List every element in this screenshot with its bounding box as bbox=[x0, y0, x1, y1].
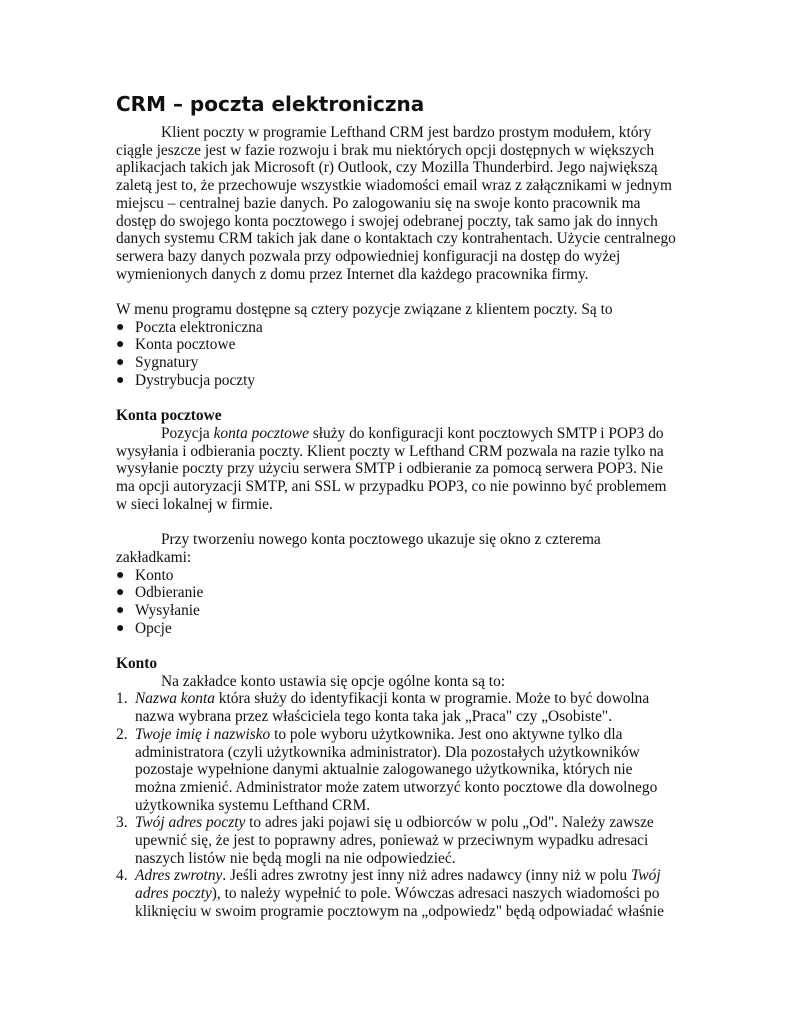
document-body bbox=[116, 124, 676, 921]
list-item: 4. Adres zwrotny. Jeśli adres zwrotny jest inny niż adres nadawcy (inny niż w polu Twój adres poczty), to należy wypełnić to pole. Wówczas adresaci naszych wiadomości po kliknięciu w swoim programie pocztowym na „odpowiedz" będą odpowiadać właśnie bbox=[116, 867, 664, 920]
list-item: 1. Nazwa konta która służy do identyfikacji konta w programie. Może to być dowolna nazwa wybrana przez właściciela tego konta taka jak „Praca" czy „Osobiste". bbox=[116, 690, 650, 726]
menu-list bbox=[116, 319, 676, 390]
konto-options-list bbox=[116, 690, 676, 920]
list-item: ● Opcje bbox=[116, 620, 676, 638]
list-item: ● Dystrybucja poczty bbox=[116, 372, 676, 390]
page-title: CRM – poczta elektroniczna bbox=[116, 92, 425, 116]
list-item: ● Poczta elektroniczna bbox=[116, 319, 676, 337]
list-item: ● Wysyłanie bbox=[116, 602, 676, 620]
tabs-list bbox=[116, 567, 676, 638]
konto-intro: Na zakładce konto ustawia się opcje ogólne konta są to: bbox=[161, 672, 506, 690]
list-item: 3. Twój adres poczty to adres jaki pojawi się u odbiorców w polu „Od". Należy zawsze upewnić się, że jest to poprawny adres, ponieważ w przeciwnym wypadku adresaci naszych listów nie będą mogli na nie odpowiedzieć. bbox=[116, 814, 654, 867]
list-item: ● Konto bbox=[116, 567, 676, 585]
tabs-intro: Przy tworzeniu nowego konta pocztowego ukazuje się okno z czterema zakładkami: bbox=[116, 531, 601, 566]
intro-paragraph: Klient poczty w programie Lefthand CRM jest bardzo prostym modułem, który ciągle jeszcze jest w fazie rozwoju i brak mu niektórych opcji dostępnych w większych aplikacjach takich jak Microsoft (r) Outlook, czy Mozilla Thunderbird. Jego największą zaletą jest to, że przechowuje wszystkie wiadomości email wraz z załącznikami w jednym miejscu – centralnej bazie danych. Po zalogowaniu się na swoje konto pracownik ma dostęp do swojego konta pocztowego i swojej odebranej poczty, tak samo jak do innych danych systemu CRM takich jak dane o kontaktach czy kontrahentach. Użycie centralnego serwera bazy danych pozwala przy odpowiedniej konfiguracji na dostęp do wyżej wymienionych danych z domu przez Internet dla każdego pracownika firmy. bbox=[116, 124, 676, 283]
menu-intro: W menu programu dostępne są cztery pozycje związane z klientem poczty. Są to bbox=[116, 301, 613, 319]
list-item: ● Sygnatury bbox=[116, 354, 676, 372]
konta-paragraph: Pozycja konta pocztowe służy do konfiguracji kont pocztowych SMTP i POP3 do wysyłania i odbierania poczty. Klient poczty w Lefthand CRM pozwala na razie tylko na wysyłanie poczty przy użyciu serwera SMTP i odbieranie za pomocą serwera POP3. Nie ma opcji autoryzacji SMTP, ani SSL w przypadku POP3, co nie powinno być problemem w sieci lokalnej w firmie. bbox=[116, 424, 667, 513]
section-heading-konta: Konta pocztowe bbox=[116, 407, 222, 425]
list-item: 2. Twoje imię i nazwisko to pole wyboru użytkownika. Jest ono aktywne tylko dla administratora (czyli użytkownika administrator). Dla pozostałych użytkowników pozostaje wypełnione danymi aktualnie zalogowanego użytkownika, których nie można zmienić. Administrator może zatem utworzyć konto pocztowe dla dowolnego użytkownika systemu Lefthand CRM. bbox=[116, 725, 658, 814]
section-heading-konto: Konto bbox=[116, 655, 158, 673]
list-item: ● Konta pocztowe bbox=[116, 336, 676, 354]
list-item: ● Odbieranie bbox=[116, 584, 676, 602]
